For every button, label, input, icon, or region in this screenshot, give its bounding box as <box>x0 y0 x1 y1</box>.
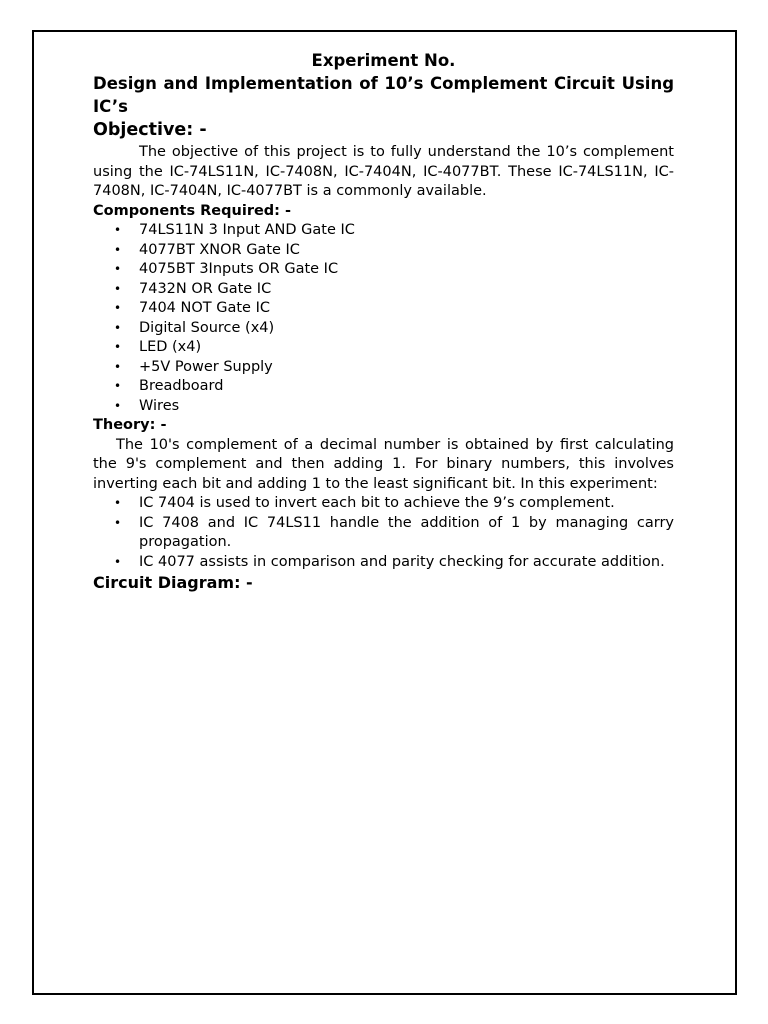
list-item: • 7432N OR Gate IC <box>93 280 674 300</box>
theory-text: The 10's complement of a decimal number is obtained by first calculating the 9's complement and then adding 1. For binary numbers, this involves inverting each bit and adding 1 to the least significant bit. In this experiment: <box>93 436 674 492</box>
experiment-number: Experiment No. <box>311 51 456 70</box>
document-title: Design and Implementation of 10’s Complement Circuit Using IC’s <box>93 74 674 116</box>
circuit-diagram-area <box>93 594 674 944</box>
theory-heading: Theory: - <box>93 417 167 433</box>
list-item: • IC 7404 is used to invert each bit to achieve the 9’s complement. <box>93 494 674 514</box>
objective-heading: Objective: - <box>93 120 207 140</box>
list-item: • IC 4077 assists in comparison and parity checking for accurate addition. <box>93 553 674 573</box>
components-list <box>93 221 674 416</box>
theory-list <box>93 494 674 572</box>
document-body <box>93 50 674 944</box>
list-item: • Breadboard <box>93 377 674 397</box>
circuit-diagram-heading: Circuit Diagram: - <box>93 573 253 592</box>
objective-text: The objective of this project is to fully understand the 10’s complement using the IC-74LS11N, IC-7408N, IC-7404N, IC-4077BT. These IC-74LS11N, IC-7408N, IC-7404N, IC-4077BT is a commonly available. <box>93 144 674 199</box>
list-item: • Digital Source (x4) <box>93 319 674 339</box>
list-item: • 4077BT XNOR Gate IC <box>93 241 674 261</box>
list-item: • 74LS11N 3 Input AND Gate IC <box>93 221 674 241</box>
list-item: • Wires <box>93 397 674 417</box>
list-item: • 7404 NOT Gate IC <box>93 299 674 319</box>
list-item: • 4075BT 3Inputs OR Gate IC <box>93 260 674 280</box>
list-item: • +5V Power Supply <box>93 358 674 378</box>
list-item: • IC 7408 and IC 74LS11 handle the addition of 1 by managing carry propagation. <box>93 514 674 553</box>
list-item: • LED (x4) <box>93 338 674 358</box>
components-heading: Components Required: - <box>93 202 292 219</box>
